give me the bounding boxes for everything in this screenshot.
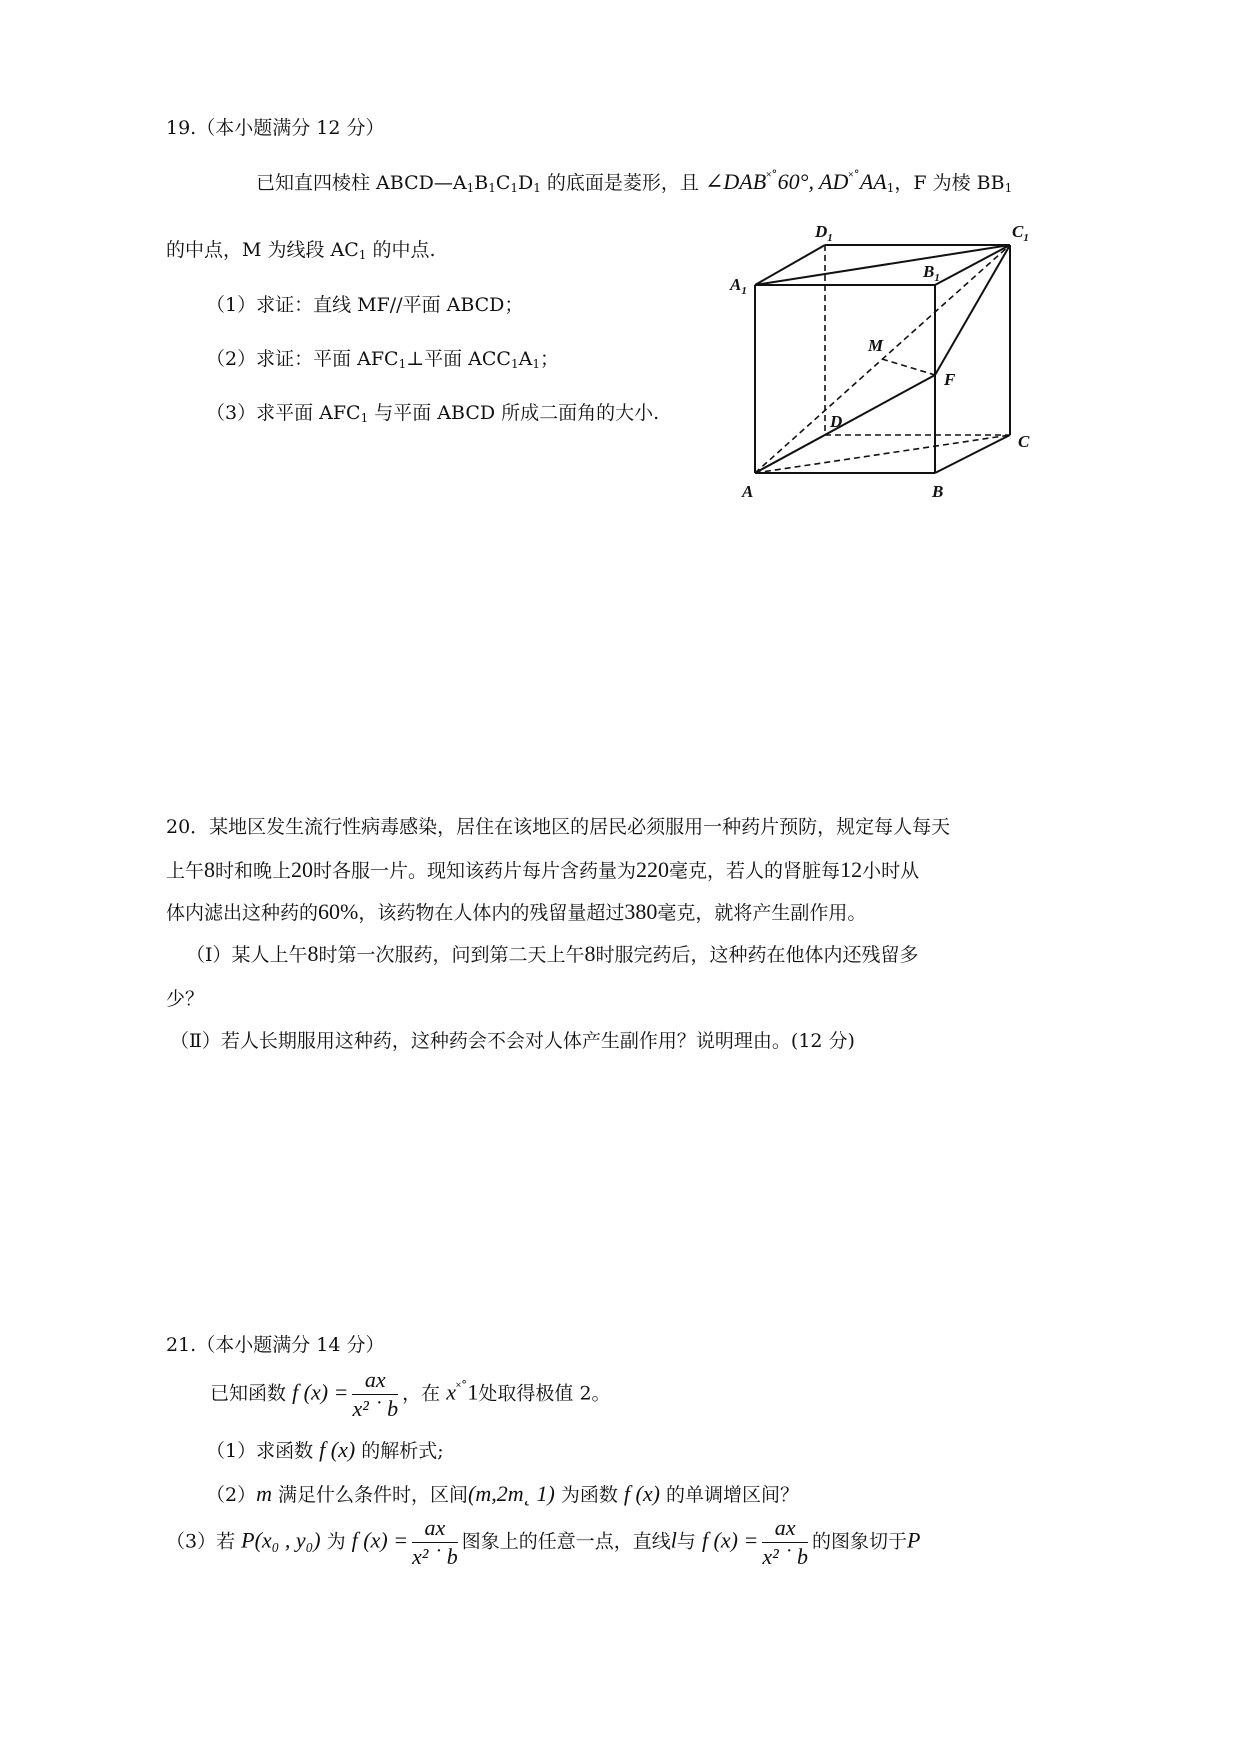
label-b: B <box>932 482 944 501</box>
q19-header: 19.（本小题满分 12 分） <box>166 117 385 139</box>
q21-part3: （3）若 P(x₀ , y₀) 为 f (x) = $\frac{ax}{\text{x² ˙ b}}$ 图象上的任意一点，直线l与 f (x) = $\frac{ax}{\text{x² ˙ b}}$ 的图象切于P <box>166 1515 921 1569</box>
q20-line3: 体内滤出这种药的60%，该药物在人体内的残留量超过380毫克，就将产生副作用。 <box>166 899 867 924</box>
angle-expr: ∠DAB <box>704 169 767 194</box>
label-f: F <box>944 370 956 389</box>
hidden-m-f <box>882 359 935 375</box>
fraction: $\frac{ax}{\text{x² ˙ b}}$ <box>762 1515 808 1569</box>
prism-figure <box>720 215 1050 505</box>
q20-line5: 少？ <box>166 988 205 1010</box>
label-c1: $C_1$ <box>1012 222 1029 244</box>
q21-part1: （1）求函数 f (x) 的解析式; <box>206 1437 444 1462</box>
q19-line2: 的中点，M 为线段 $AC_1$ 的中点. <box>166 239 436 262</box>
q20-line1: 20．某地区发生流行性病毒感染，居住在该地区的居民必须服用一种药片预防，规定每人每天 <box>166 816 951 838</box>
label-d1: $D_1$ <box>815 222 833 244</box>
label-a: A <box>742 482 754 501</box>
q19-part1: （1）求证：直线 MF//平面 ABCD； <box>206 294 524 316</box>
q19-intro: 已知直四棱柱 $ABCD—A_1B_1C_1D_1$ 的底面是菱形，且 ∠DAB˟˚60°, $AD^{˟˚}AA_1$，F 为棱 $BB_1$ <box>256 169 1013 195</box>
label-c: C <box>1018 432 1030 451</box>
q20-line2: 上午8时和晚上20时各服一片。现知该药片每片含药量为220毫克，若人的肾脏每12小时从 <box>166 857 920 882</box>
q20-part2: （Ⅱ）若人长期服用这种药，这种药会不会对人体产生副作用？说明理由。(12 分) <box>170 1030 855 1052</box>
q19-part2: （2）求证：平面 $AFC_1\perp$平面 $ACC_1A_1$； <box>206 348 559 371</box>
label-m: M <box>868 336 884 355</box>
label-b1: $B_1$ <box>923 262 940 284</box>
fraction: $\frac{ax}{\text{x² ˙ b}}$ <box>412 1515 458 1569</box>
q20-part1: （Ⅰ）某人上午8时第一次服药，问到第二天上午8时服完药后，这种药在他体内还残留多 <box>186 941 919 966</box>
q21-part2: （2）m 满足什么条件时，区间(m,2m˛ 1) 为函数 f (x) 的单调增区间？ <box>206 1481 800 1506</box>
q21-intro: 已知函数 f (x) = $\frac{ax}{\text{x² ˙ b}}$ ，在 x˟˚1处取得极值 2。 <box>210 1367 611 1421</box>
label-a1: $A_1$ <box>730 275 747 297</box>
q21-header: 21.（本小题满分 14 分） <box>166 1334 385 1356</box>
edge-b-c <box>935 435 1010 473</box>
q19-part3: （3）求平面 $AFC_1$ 与平面 ABCD 所成二面角的大小. <box>206 402 660 425</box>
fraction: $\frac{ax}{\text{x² ˙ b}}$ <box>352 1367 399 1421</box>
label-d: D <box>830 412 843 431</box>
